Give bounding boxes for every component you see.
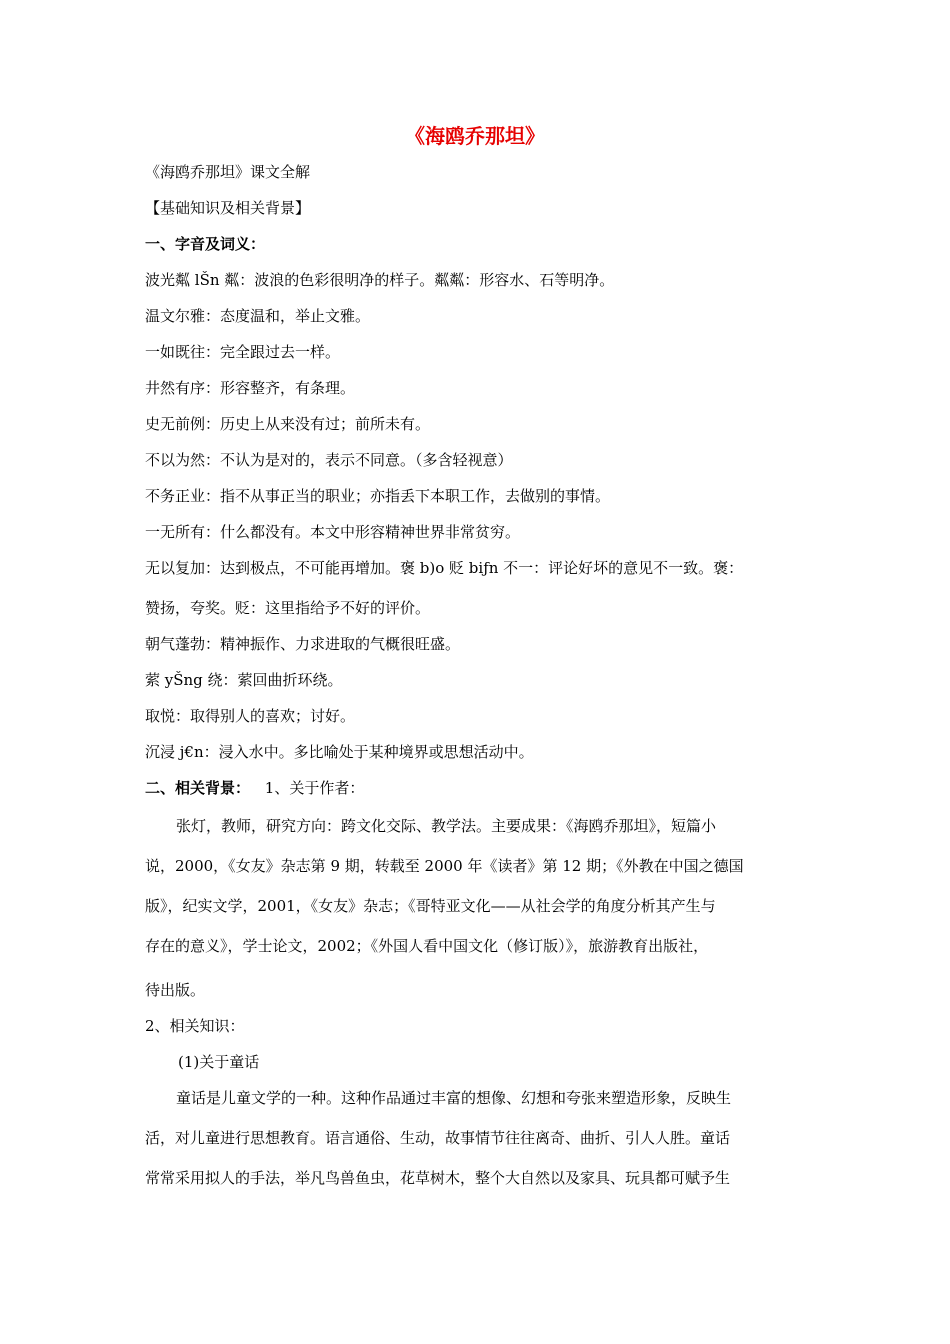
subtitle: 《海鸥乔那坦》课文全解 [145, 163, 311, 181]
heading-author: 1、关于作者： [264, 779, 365, 797]
vocab-item: 一如既往：完全跟过去一样。 [145, 343, 341, 361]
heading-background: 二、相关背景： [145, 779, 251, 797]
vocab-item: 取悦：取得别人的喜欢；讨好。 [145, 707, 356, 725]
paragraph-line: 版》，纪实文学，2001，《女友》杂志；《哥特亚文化——从社会学的角度分析其产生与 [145, 897, 716, 915]
paragraph-line: 待出版。 [145, 981, 206, 999]
paragraph-line: 活，对儿童进行思想教育。语言通俗、生动，故事情节往往离奇、曲折、引人人胜。童话 [145, 1129, 731, 1147]
heading-related-knowledge: 2、相关知识： [145, 1017, 245, 1035]
vocab-item: 赞扬，夸奖。贬：这里指给予不好的评价。 [145, 599, 431, 617]
heading-fairy-tale: (1)关于童话 [178, 1053, 260, 1071]
vocab-item: 不务正业：指不从事正当的职业；亦指丢下本职工作，去做别的事情。 [145, 487, 611, 505]
vocab-item: 井然有序：形容整齐，有条理。 [145, 379, 356, 397]
paragraph-line: 说，2000，《女友》杂志第 9 期，转载至 2000 年《读者》第 12 期；《外教在中国之德国 [145, 857, 744, 875]
vocab-item: 一无所有：什么都没有。本文中形容精神世界非常贫穷。 [145, 523, 521, 541]
vocab-item: 波光粼 lŠn 粼：波浪的色彩很明净的样子。粼粼：形容水、石等明净。 [145, 271, 615, 289]
vocab-item: 朝气蓬勃：精神振作、力求进取的气概很旺盛。 [145, 635, 461, 653]
paragraph-line: 存在的意义》，学士论文，2002；《外国人看中国文化（修订版）》，旅游教育出版社， [145, 937, 709, 955]
vocab-item: 无以复加：达到极点，不可能再增加。褒 b)o 贬 biƒn 不一：评论好坏的意见不一致。褒： [145, 559, 744, 577]
vocab-item: 沉浸 j€n：浸入水中。多比喻处于某种境界或思想活动中。 [145, 743, 534, 761]
vocab-item: 不以为然：不认为是对的，表示不同意。（多含轻视意） [145, 451, 513, 469]
vocab-item: 温文尔雅：态度温和，举止文雅。 [145, 307, 371, 325]
paragraph-line: 张灯，教师，研究方向：跨文化交际、教学法。主要成果：《海鸥乔那坦》，短篇小 [176, 817, 717, 835]
vocab-item: 史无前例：历史上从来没有过；前所未有。 [145, 415, 431, 433]
paragraph-line: 童话是儿童文学的一种。这种作品通过丰富的想像、幻想和夸张来塑造形象，反映生 [176, 1089, 732, 1107]
vocab-item: 萦 yŠng 绕：萦回曲折环绕。 [145, 671, 343, 689]
heading-pronunciation: 一、字音及词义： [145, 235, 266, 253]
section-heading-basic: 【基础知识及相关背景】 [145, 199, 311, 217]
document-title: 《海鸥乔那坦》 [405, 124, 545, 148]
paragraph-line: 常常采用拟人的手法，举凡鸟兽鱼虫，花草树木，整个大自然以及家具、玩具都可赋予生 [145, 1169, 731, 1187]
heading-background-row [145, 777, 810, 799]
